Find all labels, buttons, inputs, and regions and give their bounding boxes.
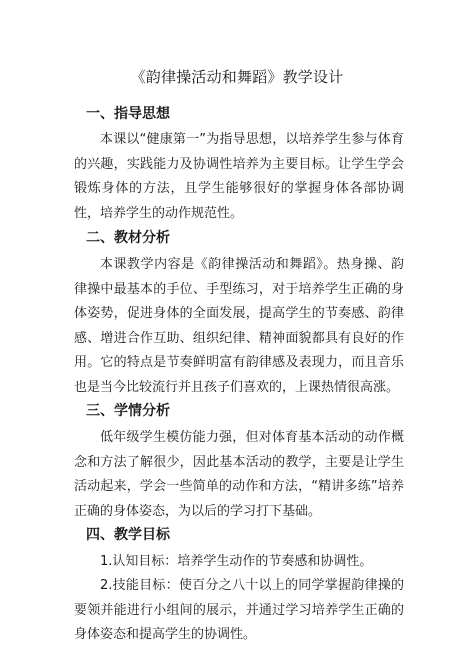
section-body-guiding-ideology: 本课以“健康第一”为指导思想，以培养学生参与体育的兴趣，实践能力及协调性培养为主要目标。让学生学会锻炼身体的方法，且学生能够很好的掌握身体各部协调性，培养学生的动作规范性。 — [74, 132, 404, 221]
objective-item-skill: 2.技能目标：使百分之八十以上的同学掌握韵律操的要领并能进行小组间的展示，并通过学习培养学生正确的身体姿态和提高学生的协调性。 — [74, 578, 404, 642]
objective-item-cognitive: 1.认知目标：培养学生动作的节奏感和协调性。 — [100, 554, 373, 569]
document-title: 《韵律操活动和舞蹈》教学设计 — [130, 68, 344, 86]
section-heading-teaching-objectives: 四、教学目标 — [86, 527, 170, 543]
section-body-student-analysis: 低年级学生模仿能力强，但对体育基本活动的动作概念和方法了解很少，因此基本活动的教学，主要是让学生活动起来，学会一些简单的动作和方法，“精讲多练”培养正确的身体姿态，为以后的学习打下基础。 — [74, 430, 404, 519]
section-heading-textbook-analysis: 二、教材分析 — [86, 230, 170, 246]
section-heading-guiding-ideology: 一、指导思想 — [86, 106, 170, 122]
section-body-textbook-analysis: 本课教学内容是《韵律操活动和舞蹈》。热身操、韵律操中最基本的手位、手型练习，对于培养学生正确的身体姿势，促进身体的全面发展，提高学生的节奏感、韵律感、增进合作互助、组织纪律、精神面貌都具有良好的作用。它的特点是节奏鲜明富有韵律感及表现力，而且音乐也是当今比较流行并且孩子们喜欢的，上课热情很高涨。 — [74, 257, 404, 395]
section-heading-student-analysis: 三、学情分析 — [86, 403, 170, 419]
